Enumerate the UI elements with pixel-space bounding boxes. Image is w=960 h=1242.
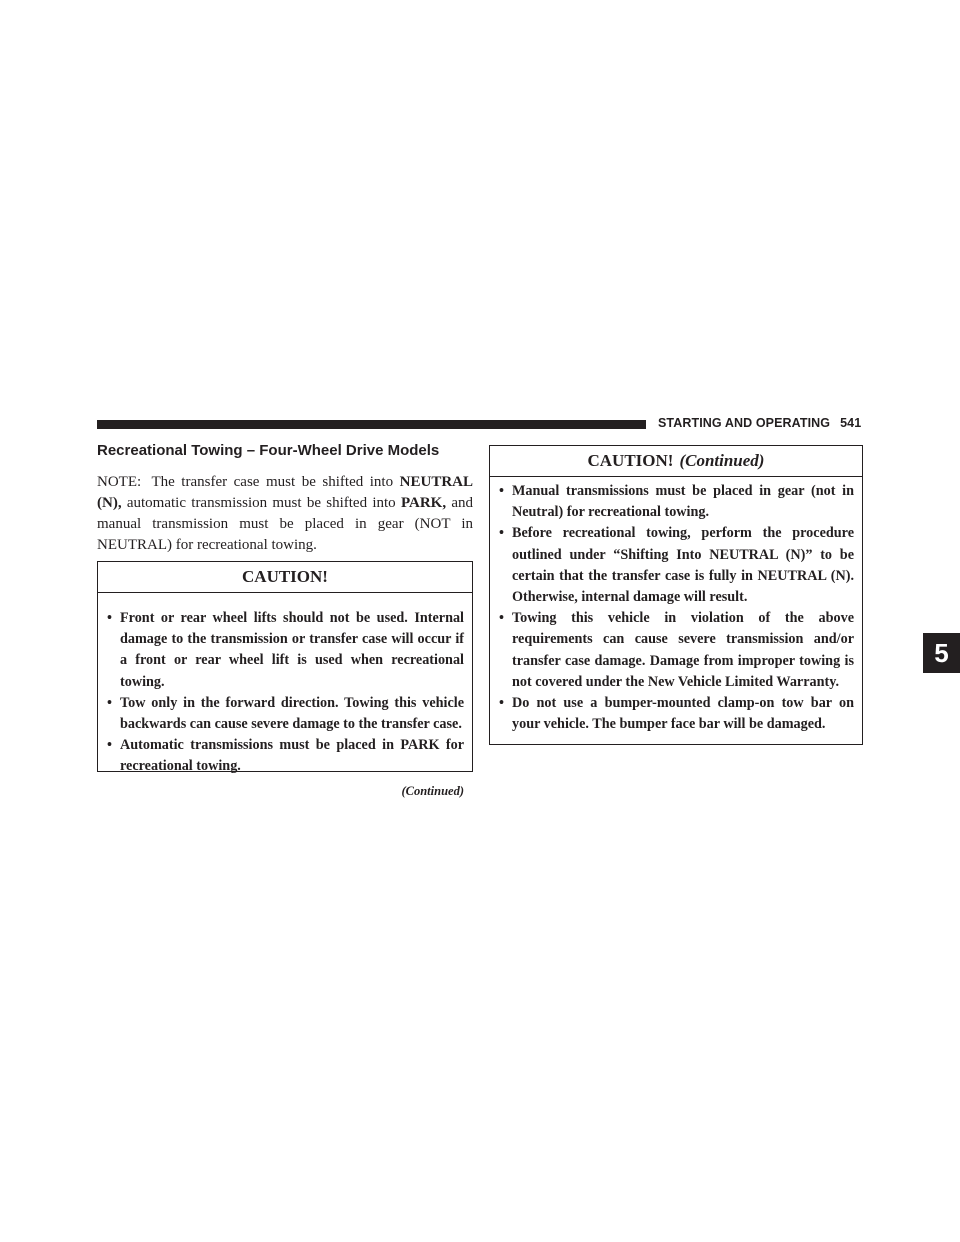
caution-list <box>98 593 472 778</box>
caution-box <box>97 561 473 775</box>
caution-item: • Towing this vehicle in violation of the above requirements can cause severe transmission and/or transfer case damage. Damage from improper towing is not covered under the New Vehicle Limited Warranty. <box>490 608 854 693</box>
section-title: Recreational Towing – Four-Wheel Drive Models <box>97 442 440 459</box>
header-rule <box>97 420 646 429</box>
caution-item: • Manual transmissions must be placed in gear (not in Neutral) for recreational towing. <box>490 481 854 523</box>
note-paragraph <box>97 472 473 556</box>
note-bold-2: PARK, <box>400 495 447 511</box>
caution-box-continued <box>489 445 863 745</box>
caution-item: • Do not use a bumper-mounted clamp-on tow bar on your vehicle. The bumper face bar will be damaged. <box>490 693 854 735</box>
note-text-1: The transfer case must be shifted into <box>151 474 394 490</box>
caution-item: • Before recreational towing, perform the procedure outlined under “Shifting Into NEUTRAL (N)” to be certain that the transfer case is fully in NEUTRAL (N). Otherwise, internal damage will result. <box>490 523 854 608</box>
page-number: 541 <box>840 416 862 430</box>
caution-title-continued <box>490 446 862 477</box>
note-text-3: and manual transmission must be placed in gear (NOT in NEUTRAL) for recreational towing. <box>97 495 474 553</box>
continued-label: (Continued) <box>401 784 464 798</box>
note-bold-1: NEUTRAL (N), <box>97 474 474 511</box>
chapter-tab: 5 <box>923 633 960 673</box>
caution-title <box>98 562 472 593</box>
caution-item: • Front or rear wheel lifts should not be used. Internal damage to the transmission or transfer case will occur if a front or rear wheel lift is used when recreational towing. <box>98 608 464 693</box>
note-text-2: automatic transmission must be shifted into <box>126 495 396 511</box>
caution-title-text: CAUTION! <box>587 451 674 470</box>
caution-list <box>490 477 862 735</box>
caution-item: • Tow only in the forward direction. Towing this vehicle backwards can cause severe damage to the transfer case. <box>98 693 464 735</box>
note-label: NOTE: <box>97 474 142 490</box>
caution-title-text: CAUTION! <box>242 567 328 586</box>
caution-title-suffix: (Continued) <box>679 451 765 470</box>
running-header <box>658 416 868 430</box>
header-section: STARTING AND OPERATING <box>658 416 831 430</box>
caution-item: • Automatic transmissions must be placed in PARK for recreational towing. <box>98 735 464 777</box>
